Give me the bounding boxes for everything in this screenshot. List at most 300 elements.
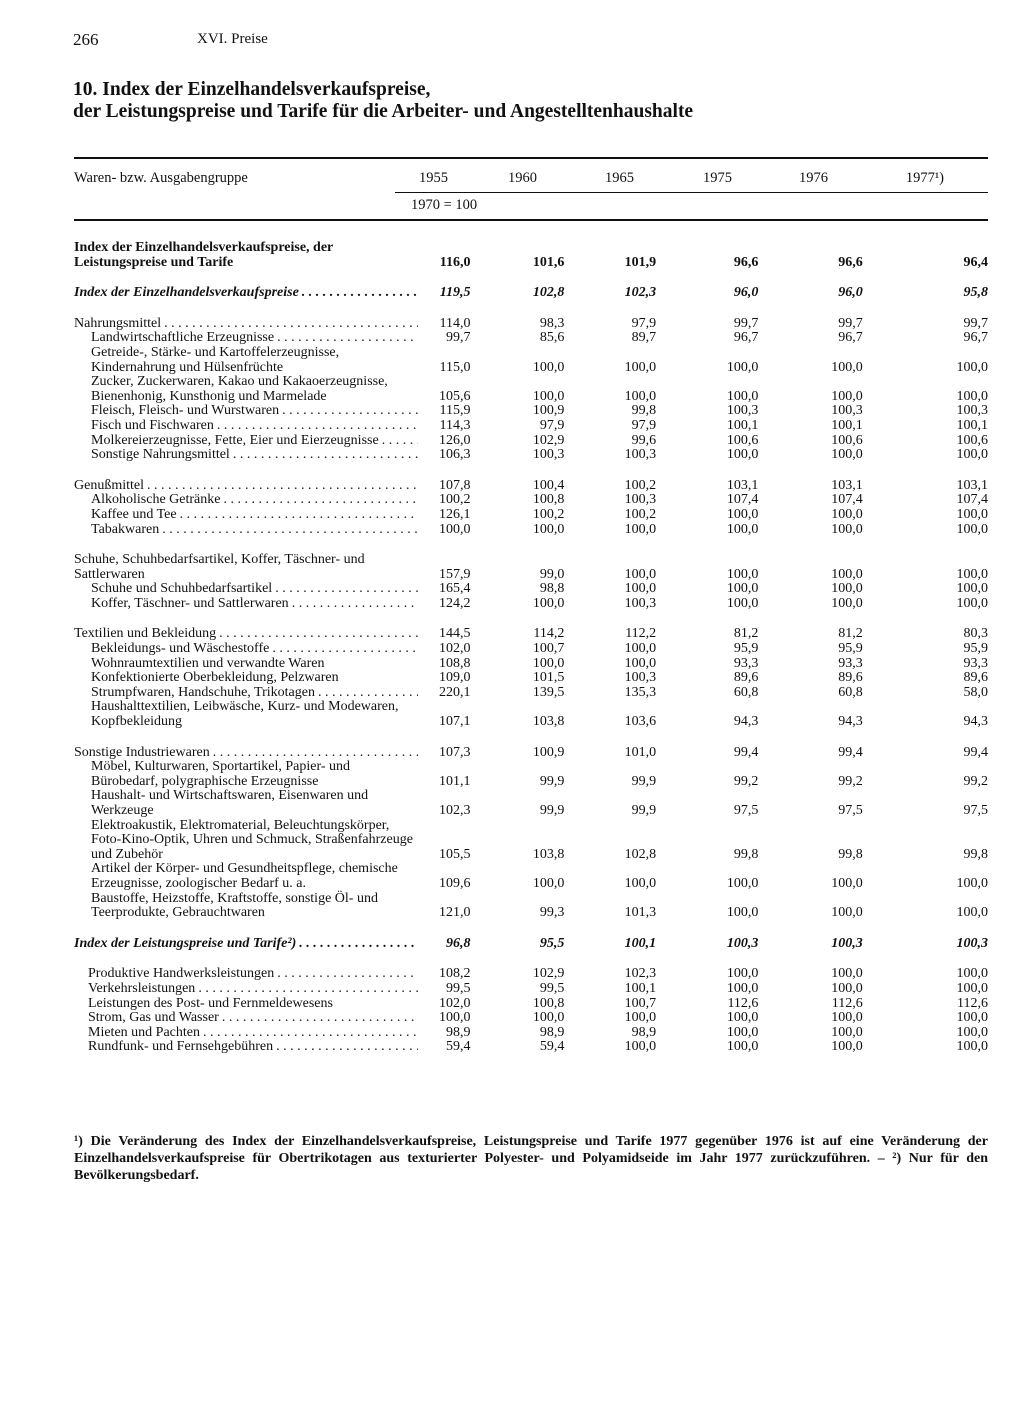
- value-cell: 119,5: [439, 285, 471, 301]
- row-label-text: Genußmittel: [74, 477, 144, 493]
- row-label-text: Zucker, Zuckerwaren, Kakao und Kakaoerzeugnisse, Bienenhonig, Kunsthonig und Marmelade: [91, 374, 388, 404]
- value-cell: 100,0: [956, 1010, 988, 1026]
- value-cell: 99,9: [539, 803, 565, 818]
- table-row: [74, 746, 988, 761]
- page-header: [73, 30, 268, 50]
- value-cell: 100,0: [726, 388, 759, 404]
- value-cell: 100,0: [726, 905, 759, 921]
- leader-dots: [233, 448, 418, 463]
- row-label-text: Rundfunk- und Fernsehgebühren: [88, 1039, 274, 1055]
- value-cell: 99,3: [539, 905, 565, 921]
- leader-dots: [219, 627, 418, 642]
- value-cell: 100,7: [624, 995, 657, 1011]
- row-label-text: Verkehrsleistungen: [88, 980, 196, 996]
- value-cell: 108,2: [438, 966, 471, 982]
- row-label-text: Getreide-, Stärke- und Kartoffelerzeugnisse, Kindernahrung und Hülsenfrüchte: [91, 344, 340, 375]
- value-cell: 96,4: [963, 254, 988, 270]
- value-cell: 103,6: [624, 714, 657, 730]
- row-label: [74, 686, 418, 701]
- value-cell: 100,0: [624, 388, 657, 404]
- value-cell: 99,7: [838, 315, 863, 331]
- column-header-1976: 1976: [799, 170, 828, 186]
- value-cell: 139,5: [532, 684, 565, 700]
- row-label-text: Konfektionierte Oberbekleidung, Pelzwaren: [91, 670, 339, 686]
- value-cell: 97,5: [733, 803, 759, 818]
- table-row: [74, 523, 988, 538]
- value-cell: 95,9: [963, 641, 988, 657]
- value-cell: 93,3: [963, 655, 988, 671]
- value-cell: 100,0: [532, 388, 565, 404]
- value-cell: 60,8: [733, 684, 759, 700]
- value-cell: 100,3: [956, 403, 988, 419]
- leader-dots: [180, 508, 419, 523]
- value-cell: 100,2: [624, 506, 657, 522]
- value-cell: 220,1: [438, 684, 471, 700]
- value-cell: 126,0: [438, 432, 471, 448]
- value-cell: 102,9: [532, 432, 565, 448]
- value-cell: 100,3: [624, 447, 657, 463]
- table-row: [74, 582, 988, 597]
- value-cell: 100,0: [624, 1010, 657, 1026]
- row-label-text: Fleisch, Fleisch- und Wurstwaren: [91, 403, 280, 419]
- value-cell: 95,5: [539, 935, 565, 951]
- value-cell: 102,0: [438, 641, 471, 657]
- value-cell: 100,0: [726, 581, 759, 597]
- table-row: [74, 819, 988, 863]
- value-cell: 103,8: [532, 846, 565, 862]
- row-label: [74, 819, 418, 863]
- value-cell: 114,2: [533, 626, 565, 642]
- table-row: [74, 241, 988, 270]
- value-cell: 97,5: [838, 803, 863, 818]
- value-cell: 89,7: [631, 330, 657, 346]
- value-cell: 100,0: [831, 595, 863, 611]
- value-cell: 100,0: [624, 359, 657, 375]
- table-row: [74, 671, 988, 686]
- value-cell: 100,8: [532, 492, 565, 508]
- table-row: [74, 789, 988, 818]
- value-cell: 165,4: [438, 581, 471, 597]
- value-cell: 98,9: [445, 1024, 471, 1040]
- value-cell: 99,2: [733, 773, 759, 789]
- row-label: [74, 241, 418, 270]
- value-cell: 100,3: [831, 403, 863, 419]
- value-cell: 100,0: [726, 566, 759, 582]
- value-cell: 100,0: [438, 1010, 471, 1026]
- table-row: [74, 1026, 988, 1041]
- row-label-text: Wohnraumtextilien und verwandte Waren: [91, 655, 325, 671]
- value-cell: 100,0: [831, 875, 863, 891]
- row-label-text: Sonstige Industriewaren: [74, 744, 210, 760]
- table-row: [74, 331, 988, 346]
- value-cell: 102,0: [438, 995, 471, 1011]
- row-label-text: Bekleidungs- und Wäschestoffe: [91, 641, 270, 657]
- value-cell: 100,6: [831, 432, 863, 448]
- table-row: [74, 937, 988, 952]
- value-cell: 100,0: [726, 595, 759, 611]
- value-cell: 124,2: [438, 595, 471, 611]
- table-row: [74, 892, 988, 921]
- row-label-text: Elektroakustik, Elektromaterial, Beleuchtungskörper, Foto-Kino-Optik, Uhren und Schmuck, Straßenfahrzeuge und Zubehör: [91, 817, 413, 862]
- value-cell: 100,3: [624, 595, 657, 611]
- value-cell: 100,0: [624, 521, 657, 537]
- leader-dots: [213, 746, 419, 761]
- value-cell: 112,6: [957, 995, 988, 1011]
- leader-dots: [223, 493, 418, 508]
- value-cell: 100,1: [956, 417, 988, 433]
- value-cell: 100,0: [956, 980, 988, 996]
- value-cell: 100,0: [831, 980, 863, 996]
- row-label: [74, 937, 418, 952]
- table-row: [74, 642, 988, 657]
- page-number: 266: [73, 30, 99, 49]
- value-cell: 103,1: [956, 477, 988, 493]
- header-divider: [395, 192, 988, 193]
- leader-dots: [382, 434, 419, 449]
- leader-dots: [275, 582, 418, 597]
- row-label-text: Haushalttextilien, Leibwäsche, Kurz- und Modewaren, Kopfbekleidung: [91, 699, 399, 730]
- value-cell: 102,3: [438, 803, 471, 818]
- row-label-text: Index der Einzelhandelsverkaufspreise, der Leistungspreise und Tarife: [74, 240, 334, 270]
- value-cell: 99,7: [733, 315, 759, 331]
- leader-dots: [277, 967, 418, 982]
- value-cell: 96,7: [838, 330, 863, 346]
- row-label: [74, 997, 418, 1012]
- value-cell: 100,0: [831, 966, 863, 982]
- value-cell: 100,9: [532, 403, 565, 419]
- value-cell: 100,0: [438, 521, 471, 537]
- value-cell: 100,0: [726, 966, 759, 982]
- table-row: [74, 1040, 988, 1055]
- value-cell: 100,0: [624, 581, 657, 597]
- value-cell: 96,0: [733, 285, 759, 301]
- row-label-text: Schuhe, Schuhbedarfsartikel, Koffer, Täschner- und Sattlerwaren: [74, 552, 365, 582]
- row-label: [74, 657, 418, 672]
- value-cell: 97,9: [631, 417, 657, 433]
- value-cell: 100,3: [532, 447, 565, 463]
- row-label: [74, 582, 418, 597]
- row-label: [74, 419, 418, 434]
- leader-dots: [302, 286, 419, 301]
- value-cell: 100,0: [956, 581, 988, 597]
- value-cell: 100,1: [624, 980, 657, 996]
- value-cell: 99,7: [445, 330, 471, 346]
- value-cell: 100,3: [726, 935, 759, 951]
- value-cell: 99,9: [631, 773, 657, 789]
- value-cell: 89,6: [963, 670, 988, 686]
- value-cell: 96,6: [733, 254, 759, 270]
- table-row: [74, 657, 988, 672]
- value-cell: 96,8: [445, 935, 471, 951]
- value-cell: 115,9: [439, 403, 471, 419]
- value-cell: 100,0: [624, 641, 657, 657]
- leader-dots: [222, 1011, 418, 1026]
- value-cell: 100,3: [831, 935, 863, 951]
- value-cell: 99,9: [539, 773, 565, 789]
- footnote: ¹) Die Veränderung des Index der Einzelhandelsverkaufspreise, Leistungspreise und Tarife 1977 gegenüber 1976 ist auf eine Veränderung der Einzelhandelsverkaufspreise für Obertrikotagen aus texturierter Polyester- und Polyamidseide im Jahr 1977 zurückzuführen. – ²) Nur für den Bevölkerungsbedarf.: [74, 1134, 988, 1183]
- value-cell: 100,8: [532, 995, 565, 1011]
- value-cell: 101,1: [438, 773, 471, 789]
- value-cell: 100,0: [956, 506, 988, 522]
- base-year-label: 1970 = 100: [411, 197, 478, 213]
- row-label: [74, 967, 418, 982]
- value-cell: 96,7: [963, 330, 988, 346]
- table-row: [74, 597, 988, 612]
- value-cell: 100,3: [726, 403, 759, 419]
- value-cell: 100,0: [956, 521, 988, 537]
- spacer-row: [74, 301, 988, 317]
- row-label: [74, 700, 418, 729]
- value-cell: 100,0: [956, 595, 988, 611]
- value-cell: 93,3: [838, 655, 863, 671]
- value-cell: 59,4: [445, 1039, 471, 1055]
- column-header-1975: 1975: [703, 170, 732, 186]
- row-label-text: Möbel, Kulturwaren, Sportartikel, Papier- und Bürobedarf, polygraphische Erzeugnisse: [91, 759, 351, 789]
- value-cell: 100,4: [532, 477, 565, 493]
- value-cell: 58,0: [963, 684, 988, 700]
- row-label-text: Index der Leistungspreise und Tarife²): [74, 935, 297, 951]
- value-cell: 94,3: [963, 714, 988, 730]
- leader-dots: [282, 404, 418, 419]
- value-cell: 144,5: [438, 626, 471, 642]
- value-cell: 100,3: [624, 670, 657, 686]
- value-cell: 100,0: [956, 875, 988, 891]
- value-cell: 99,4: [963, 744, 988, 760]
- value-cell: 99,9: [631, 803, 657, 818]
- value-cell: 80,3: [963, 626, 988, 642]
- table-row: [74, 479, 988, 494]
- value-cell: 107,4: [956, 492, 988, 508]
- value-cell: 100,2: [438, 492, 471, 508]
- leader-dots: [198, 982, 418, 997]
- value-cell: 100,2: [624, 477, 657, 493]
- value-cell: 100,0: [532, 655, 565, 671]
- value-cell: 102,9: [532, 966, 565, 982]
- table-row: [74, 627, 988, 642]
- value-cell: 115,0: [439, 359, 471, 375]
- row-label: [74, 523, 418, 538]
- value-cell: 106,3: [438, 447, 471, 463]
- spacer-row: [74, 611, 988, 627]
- row-label-text: Tabakwaren: [91, 521, 160, 537]
- value-cell: 105,5: [438, 846, 471, 862]
- row-label: [74, 553, 418, 582]
- value-cell: 157,9: [438, 566, 471, 582]
- value-cell: 89,6: [838, 670, 863, 686]
- row-label: [74, 508, 418, 523]
- value-cell: 100,6: [726, 432, 759, 448]
- value-cell: 103,8: [532, 714, 565, 730]
- value-cell: 100,0: [726, 521, 759, 537]
- value-cell: 93,3: [733, 655, 759, 671]
- row-label-text: Landwirtschaftliche Erzeugnisse: [91, 330, 275, 346]
- value-cell: 100,0: [956, 1024, 988, 1040]
- row-label-text: Mieten und Pachten: [88, 1024, 200, 1040]
- value-cell: 99,4: [733, 744, 759, 760]
- row-label: [74, 493, 418, 508]
- table-row: [74, 700, 988, 729]
- value-cell: 105,6: [438, 388, 471, 404]
- spacer-row: [74, 270, 988, 286]
- value-cell: 101,0: [624, 744, 657, 760]
- table-row: [74, 286, 988, 301]
- column-header-1960: 1960: [508, 170, 537, 186]
- value-cell: 100,0: [726, 1039, 759, 1055]
- value-cell: 98,8: [539, 581, 565, 597]
- row-label: [74, 627, 418, 642]
- value-cell: 98,9: [631, 1024, 657, 1040]
- value-cell: 100,0: [726, 1010, 759, 1026]
- row-label: [74, 671, 418, 686]
- row-label-text: Schuhe und Schuhbedarfsartikel: [91, 581, 273, 597]
- row-label: [74, 642, 418, 657]
- row-label-text: Koffer, Täschner- und Sattlerwaren: [91, 595, 289, 611]
- row-label: [74, 982, 418, 997]
- header-bottom-rule: [74, 219, 988, 221]
- leader-dots: [217, 419, 418, 434]
- row-label: [74, 1040, 418, 1055]
- table-row: [74, 1011, 988, 1026]
- title-line-1: 10. Index der Einzelhandelsverkaufspreise,: [73, 79, 431, 100]
- value-cell: 100,6: [956, 432, 988, 448]
- value-cell: 100,0: [624, 566, 657, 582]
- value-cell: 81,2: [838, 626, 863, 642]
- value-cell: 94,3: [838, 714, 863, 730]
- title-line-2: der Leistungspreise und Tarife für die Arbeiter- und Angestelltenhaushalte: [73, 101, 694, 122]
- value-cell: 103,1: [726, 477, 759, 493]
- row-label-text: Leistungen des Post- und Fernmeldewesens: [88, 995, 333, 1011]
- value-cell: 99,2: [963, 773, 988, 789]
- value-cell: 101,9: [624, 254, 657, 270]
- value-cell: 100,0: [956, 966, 988, 982]
- table-row: [74, 862, 988, 891]
- table-row: [74, 686, 988, 701]
- value-cell: 100,0: [956, 566, 988, 582]
- value-cell: 100,0: [831, 566, 863, 582]
- value-cell: 100,0: [831, 905, 863, 921]
- row-label: [74, 1011, 418, 1026]
- row-label: [74, 597, 418, 612]
- row-label: [74, 1026, 418, 1041]
- value-cell: 100,2: [532, 506, 565, 522]
- value-cell: 107,8: [438, 477, 471, 493]
- row-label-text: Strom, Gas und Wasser: [88, 1010, 219, 1026]
- value-cell: 107,4: [831, 492, 863, 508]
- value-cell: 99,5: [445, 980, 471, 996]
- table-row: [74, 997, 988, 1012]
- value-cell: 109,6: [438, 875, 471, 891]
- value-cell: 102,3: [624, 285, 657, 301]
- row-label-text: Baustoffe, Heizstoffe, Kraftstoffe, sonstige Öl- und Teerprodukte, Gebrauchtwaren: [91, 890, 378, 921]
- row-label-text: Nahrungsmittel: [74, 315, 162, 331]
- value-cell: 100,0: [726, 980, 759, 996]
- table-row: [74, 419, 988, 434]
- value-cell: 99,8: [963, 846, 988, 862]
- value-cell: 97,5: [963, 803, 988, 818]
- table-row: [74, 493, 988, 508]
- value-cell: 100,0: [726, 506, 759, 522]
- value-cell: 100,0: [624, 655, 657, 671]
- value-cell: 94,3: [733, 714, 759, 730]
- value-cell: 100,0: [831, 359, 863, 375]
- row-label: [74, 434, 418, 449]
- value-cell: 99,6: [631, 432, 657, 448]
- value-cell: 101,6: [532, 254, 565, 270]
- leader-dots: [276, 1040, 418, 1055]
- value-cell: 100,9: [532, 744, 565, 760]
- leader-dots: [164, 317, 418, 332]
- value-cell: 107,1: [438, 714, 471, 730]
- row-label: [74, 346, 418, 375]
- value-cell: 89,6: [733, 670, 759, 686]
- value-cell: 100,0: [624, 1039, 657, 1055]
- leader-dots: [272, 642, 418, 657]
- value-cell: 100,0: [831, 1010, 863, 1026]
- spacer-row: [74, 951, 988, 967]
- value-cell: 100,0: [831, 581, 863, 597]
- table-row: [74, 375, 988, 404]
- value-cell: 99,2: [838, 773, 863, 789]
- row-label-text: Produktive Handwerksleistungen: [88, 966, 275, 982]
- leader-dots: [299, 937, 418, 952]
- value-cell: 121,0: [438, 905, 471, 921]
- leader-dots: [162, 523, 418, 538]
- row-label: [74, 892, 418, 921]
- column-header-1955: 1955: [419, 170, 448, 186]
- row-label: [74, 789, 418, 818]
- value-cell: 100,1: [831, 417, 863, 433]
- table-row: [74, 508, 988, 523]
- row-label-text: Fisch und Fischwaren: [91, 417, 214, 433]
- row-label: [74, 286, 418, 301]
- value-cell: 99,5: [539, 980, 565, 996]
- leader-dots: [292, 597, 419, 612]
- value-cell: 102,3: [624, 966, 657, 982]
- value-cell: 100,0: [831, 1039, 863, 1055]
- row-label: [74, 448, 418, 463]
- value-cell: 100,0: [532, 595, 565, 611]
- value-cell: 95,8: [963, 285, 988, 301]
- value-cell: 114,3: [439, 417, 471, 433]
- value-cell: 100,0: [532, 875, 565, 891]
- table-row: [74, 553, 988, 582]
- column-header-1965: 1965: [605, 170, 634, 186]
- value-cell: 81,2: [733, 626, 759, 642]
- row-label: [74, 331, 418, 346]
- leader-dots: [318, 686, 418, 701]
- table-row: [74, 967, 988, 982]
- value-cell: 116,0: [439, 254, 471, 270]
- value-cell: 100,0: [956, 388, 988, 404]
- value-cell: 108,8: [438, 655, 471, 671]
- leader-dots: [203, 1026, 418, 1041]
- table-row: [74, 434, 988, 449]
- row-label: [74, 375, 418, 404]
- value-cell: 100,0: [726, 359, 759, 375]
- value-cell: 112,6: [727, 995, 759, 1011]
- row-label: [74, 760, 418, 789]
- value-cell: 107,4: [726, 492, 759, 508]
- value-cell: 96,7: [733, 330, 759, 346]
- spacer-row: [74, 921, 988, 937]
- spacer-row: [74, 537, 988, 553]
- section-title: XVI. Preise: [197, 31, 268, 47]
- value-cell: 107,3: [438, 744, 471, 760]
- column-header-1977: 1977¹): [905, 170, 944, 186]
- value-cell: 100,0: [726, 875, 759, 891]
- row-label: [74, 479, 418, 494]
- value-cell: 101,3: [624, 905, 657, 921]
